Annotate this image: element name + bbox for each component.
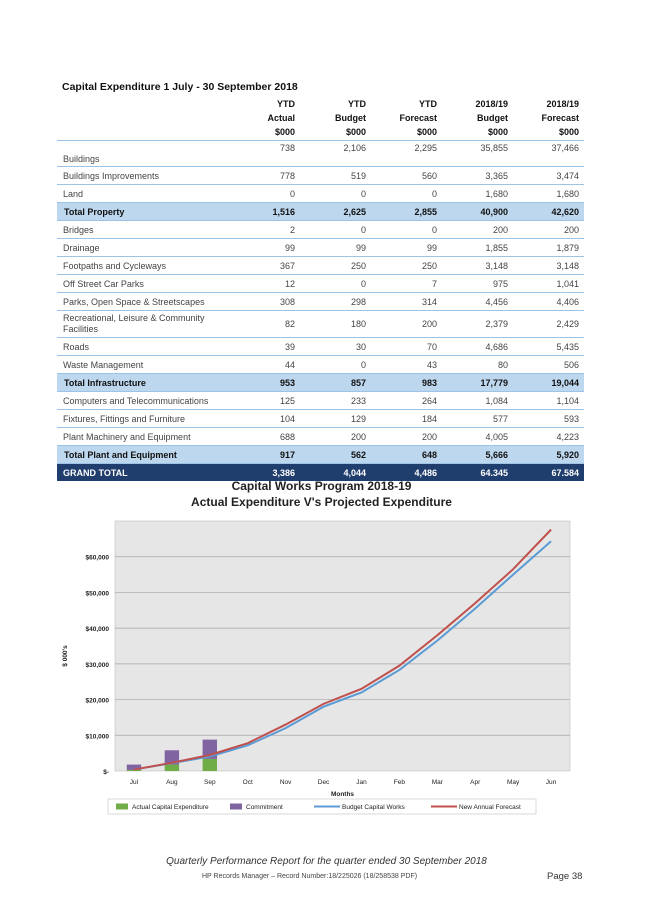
row-value: 3,148 [513, 257, 584, 275]
row-value: 5,435 [513, 338, 584, 356]
row-value: 1,855 [442, 239, 513, 257]
x-tick-label: May [506, 779, 520, 786]
row-value: 125 [229, 392, 300, 410]
y-tick-label: $20,000 [85, 697, 109, 705]
header-cell: $000 [442, 125, 513, 141]
table-row [57, 311, 584, 338]
table-row [57, 392, 584, 410]
legend-label: Budget Capital Works [342, 804, 405, 811]
capital-works-chart [58, 478, 585, 823]
y-tick-label: $40,000 [85, 626, 109, 634]
x-axis-title: Months [330, 791, 355, 798]
subtotal-row [57, 374, 584, 392]
row-value: 1,104 [513, 392, 584, 410]
row-label: Total Plant and Equipment [57, 446, 229, 464]
x-tick-label: Jan [356, 779, 367, 786]
row-value: 35,855 [442, 141, 513, 167]
row-value: 12 [229, 275, 300, 293]
row-value: 917 [229, 446, 300, 464]
row-value: 2,429 [513, 311, 584, 338]
y-tick-label: $30,000 [85, 661, 109, 669]
legend-swatch [116, 804, 128, 810]
row-value: 7 [371, 275, 442, 293]
row-value: 648 [371, 446, 442, 464]
row-value: 0 [371, 221, 442, 239]
row-value: 80 [442, 356, 513, 374]
legend-label: Actual Capital Expenditure [132, 804, 209, 811]
row-value: 233 [300, 392, 371, 410]
row-value: 2,855 [371, 203, 442, 221]
table-row [57, 239, 584, 257]
row-label: Total Infrastructure [57, 374, 229, 392]
row-value: 983 [371, 374, 442, 392]
row-value: 857 [300, 374, 371, 392]
header-cell: Actual [267, 113, 295, 123]
x-tick-label: Sep [204, 779, 216, 786]
row-label: Parks, Open Space & Streetscapes [57, 293, 229, 311]
subtotal-row [57, 446, 584, 464]
chart-legend [108, 799, 536, 814]
x-tick-label: Nov [279, 779, 292, 786]
row-value: 43 [371, 356, 442, 374]
row-value: 19,044 [513, 374, 584, 392]
table-row [57, 428, 584, 446]
header-row-3 [57, 125, 584, 141]
row-value: 1,041 [513, 275, 584, 293]
row-label: Footpaths and Cycleways [57, 257, 229, 275]
table-row [57, 185, 584, 203]
row-value: 4,044 [300, 464, 371, 482]
header-cell: YTD [348, 99, 366, 109]
row-label: Off Street Car Parks [57, 275, 229, 293]
row-label: Buildings Improvements [57, 167, 229, 185]
row-value: 5,666 [442, 446, 513, 464]
row-value: 593 [513, 410, 584, 428]
row-label: Land [57, 185, 229, 203]
row-value: 738 [229, 141, 300, 167]
capex-table [57, 97, 584, 481]
row-value: 778 [229, 167, 300, 185]
row-value: 42,620 [513, 203, 584, 221]
row-value: 200 [371, 311, 442, 338]
row-value: 1,680 [442, 185, 513, 203]
row-label: Computers and Telecommunications [57, 392, 229, 410]
row-value: 104 [229, 410, 300, 428]
row-value: 4,456 [442, 293, 513, 311]
row-value: 2,625 [300, 203, 371, 221]
row-label: Waste Management [57, 356, 229, 374]
header-cell: $000 [371, 125, 442, 141]
chart-canvas [58, 478, 585, 823]
row-label: Fixtures, Fittings and Furniture [57, 410, 229, 428]
row-value: 200 [442, 221, 513, 239]
row-value: 64.345 [442, 464, 513, 482]
row-value: 2,379 [442, 311, 513, 338]
table-row [57, 221, 584, 239]
x-tick-label: Aug [166, 779, 178, 786]
header-cell: 2018/19 [475, 99, 508, 109]
row-label: Plant Machinery and Equipment [57, 428, 229, 446]
row-value: 37,466 [513, 141, 584, 167]
row-value: 2,295 [371, 141, 442, 167]
row-value: 2,106 [300, 141, 371, 167]
row-value: 3,386 [229, 464, 300, 482]
x-tick-label: Mar [431, 779, 443, 786]
row-value: 200 [300, 428, 371, 446]
row-value: 67.584 [513, 464, 584, 482]
row-value: 200 [371, 428, 442, 446]
y-tick-label: $60,000 [85, 554, 109, 562]
header-cell: YTD [277, 99, 295, 109]
row-value: 367 [229, 257, 300, 275]
x-tick-label: Feb [393, 779, 405, 786]
chart-title: Capital Works Program 2018-19 [231, 479, 412, 493]
row-value: 1,084 [442, 392, 513, 410]
row-label: GRAND TOTAL [57, 464, 229, 482]
row-value: 99 [371, 239, 442, 257]
chart-subtitle: Actual Expenditure V's Projected Expenditure [191, 495, 452, 509]
row-value: 70 [371, 338, 442, 356]
row-value: 250 [300, 257, 371, 275]
header-cell: Budget [477, 113, 508, 123]
row-label: Total Property [57, 203, 229, 221]
row-value: 560 [371, 167, 442, 185]
row-value: 298 [300, 293, 371, 311]
y-tick-label: $50,000 [85, 590, 109, 598]
legend-label: Commitment [246, 804, 283, 811]
header-cell: $000 [300, 125, 371, 141]
row-value: 4,486 [371, 464, 442, 482]
row-label: Roads [57, 338, 229, 356]
header-cell: Forecast [541, 113, 579, 123]
row-value: 99 [229, 239, 300, 257]
legend-swatch [230, 804, 242, 810]
y-tick-label: $- [103, 769, 109, 776]
row-value: 3,365 [442, 167, 513, 185]
row-value: 975 [442, 275, 513, 293]
table-row [57, 293, 584, 311]
row-value: 17,779 [442, 374, 513, 392]
table-row [57, 167, 584, 185]
legend-label: New Annual Forecast [459, 804, 521, 811]
header-row-1 [57, 97, 584, 111]
row-value: 2 [229, 221, 300, 239]
row-value: 0 [300, 275, 371, 293]
plot-area [115, 521, 570, 771]
row-value: 250 [371, 257, 442, 275]
row-value: 184 [371, 410, 442, 428]
row-label: Recreational, Leisure & Community Facilities [57, 311, 229, 338]
page-number: Page 38 [547, 871, 583, 882]
row-value: 0 [300, 185, 371, 203]
x-tick-label: Oct [242, 779, 253, 786]
row-value: 44 [229, 356, 300, 374]
row-value: 953 [229, 374, 300, 392]
header-row-2 [57, 111, 584, 125]
header-cell: Forecast [399, 113, 437, 123]
row-value: 1,879 [513, 239, 584, 257]
row-value: 0 [371, 185, 442, 203]
header-cell: $000 [229, 125, 300, 141]
row-value: 180 [300, 311, 371, 338]
header-cell: Budget [335, 113, 366, 123]
row-value: 577 [442, 410, 513, 428]
table-row [57, 141, 584, 167]
table-row [57, 275, 584, 293]
header-cell: $000 [513, 125, 584, 141]
x-tick-label: Jul [129, 779, 139, 786]
row-value: 200 [513, 221, 584, 239]
row-label: Bridges [57, 221, 229, 239]
row-value: 4,005 [442, 428, 513, 446]
row-value: 308 [229, 293, 300, 311]
footer-record-number: HP Records Manager – Record Number:18/225026 (18/258538 PDF) [202, 873, 418, 880]
row-value: 264 [371, 392, 442, 410]
bar-actual-capital-expenditure [165, 765, 179, 771]
row-value: 4,686 [442, 338, 513, 356]
table-row [57, 356, 584, 374]
x-tick-label: Dec [317, 779, 330, 786]
row-value: 30 [300, 338, 371, 356]
row-value: 99 [300, 239, 371, 257]
row-value: 3,474 [513, 167, 584, 185]
table-title: Capital Expenditure 1 July - 30 September 2018 [62, 81, 298, 93]
table-row [57, 410, 584, 428]
row-value: 1,516 [229, 203, 300, 221]
row-value: 82 [229, 311, 300, 338]
row-value: 40,900 [442, 203, 513, 221]
bar-actual-capital-expenditure [127, 770, 141, 771]
subtotal-row [57, 203, 584, 221]
row-value: 1,680 [513, 185, 584, 203]
row-value: 314 [371, 293, 442, 311]
bar-actual-capital-expenditure [203, 759, 217, 771]
table-row [57, 257, 584, 275]
y-tick-label: $10,000 [85, 733, 109, 741]
row-value: 3,148 [442, 257, 513, 275]
row-value: 4,406 [513, 293, 584, 311]
x-tick-label: Apr [470, 779, 481, 786]
header-cell: YTD [419, 99, 437, 109]
row-value: 4,223 [513, 428, 584, 446]
row-value: 129 [300, 410, 371, 428]
row-label: Drainage [57, 239, 229, 257]
row-value: 0 [300, 221, 371, 239]
y-axis-title: $ 000's [62, 645, 69, 667]
row-value: 519 [300, 167, 371, 185]
row-value: 39 [229, 338, 300, 356]
row-value: 0 [300, 356, 371, 374]
row-label: Buildings [57, 141, 229, 167]
row-value: 5,920 [513, 446, 584, 464]
x-tick-label: Jun [545, 779, 557, 786]
table-row [57, 338, 584, 356]
row-value: 688 [229, 428, 300, 446]
row-value: 506 [513, 356, 584, 374]
header-cell: 2018/19 [546, 99, 579, 109]
row-value: 0 [229, 185, 300, 203]
row-value: 562 [300, 446, 371, 464]
footer-report-title: Quarterly Performance Report for the quarter ended 30 September 2018 [166, 856, 487, 867]
